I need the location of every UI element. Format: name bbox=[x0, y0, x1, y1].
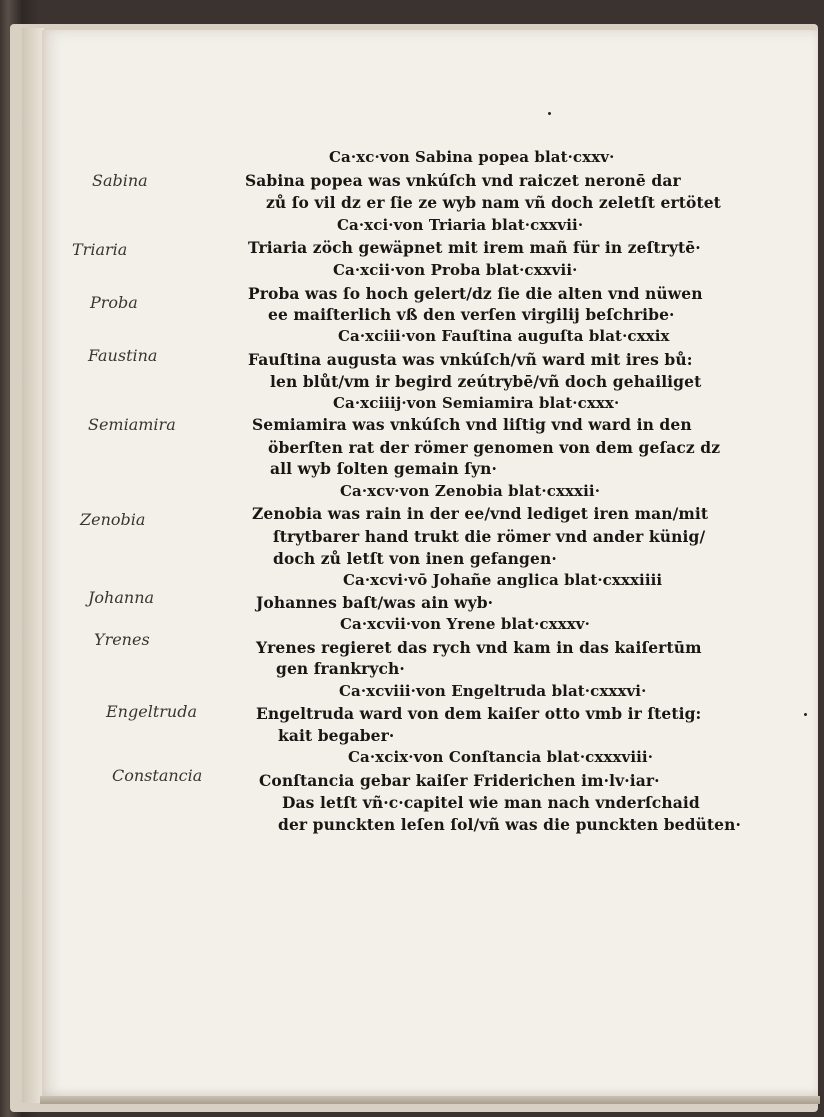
text-line: Conſtancia gebar kaiſer Friderichen im·lv·iar· bbox=[259, 771, 660, 790]
chapter-heading-engeltruda: Ca·xcviii·von Engeltruda blat·cxxxvi· bbox=[339, 682, 647, 700]
chapter-heading-yrenes: Ca·xcvii·von Yrene blat·cxxxv· bbox=[340, 615, 590, 633]
text-line: ſtrytbarer hand trukt die römer vnd ander künig/ bbox=[273, 527, 706, 546]
text-line: Proba was ſo hoch gelert/dz ſie die alten vnd nüwen bbox=[248, 284, 703, 303]
chapter-heading-zenobia: Ca·xcv·von Zenobia blat·cxxxii· bbox=[340, 482, 601, 500]
text-line: der punckten leſen ſol/vñ was die punckten bedüten· bbox=[278, 815, 742, 834]
text-line: Johannes baſt/was ain wyb· bbox=[256, 593, 494, 612]
paper-speck bbox=[804, 713, 807, 716]
margin-note-faustina: Faustina bbox=[88, 346, 158, 365]
page-gutter bbox=[22, 28, 44, 1103]
chapter-heading-semiamira: Ca·xciiij·von Semiamira blat·cxxx· bbox=[333, 394, 620, 412]
text-line: Fauſtina augusta was vnkúſch/vñ ward mit ires bů: bbox=[248, 350, 693, 369]
chapter-heading-proba: Ca·xcii·von Proba blat·cxxvii· bbox=[333, 261, 578, 279]
margin-note-zenobia: Zenobia bbox=[80, 510, 146, 529]
margin-note-yrenes: Yrenes bbox=[94, 630, 150, 649]
margin-note-proba: Proba bbox=[90, 293, 138, 312]
chapter-heading-faustina: Ca·xciii·von Fauſtina auguſta blat·cxxix bbox=[338, 327, 670, 345]
page-bottom-edge bbox=[40, 1096, 820, 1104]
text-line: öberſten rat der römer genomen von dem geſacz dz bbox=[268, 438, 721, 457]
text-line: Sabina popea was vnkúſch vnd raiczet neronē dar bbox=[245, 171, 681, 190]
text-line: ee maiſterlich vß den verſen virgilij beſchribe· bbox=[268, 305, 675, 324]
text-line: Das letſt vñ·c·capitel wie man nach vnderſchaid bbox=[282, 793, 700, 812]
text-line: len blůt/vm ir begird zeútrybē/vñ doch gehailiget bbox=[270, 372, 702, 391]
margin-note-johanna: Johanna bbox=[88, 588, 155, 607]
margin-note-engeltruda: Engeltruda bbox=[106, 702, 197, 721]
text-line: Semiamira was vnkúſch vnd liſtig vnd ward in den bbox=[252, 415, 692, 434]
margin-note-triaria: Triaria bbox=[72, 240, 128, 259]
text-line: Triaria zöch gewäpnet mit irem mañ für in zeſtrytē· bbox=[248, 238, 701, 257]
text-line: Zenobia was rain in der ee/vnd lediget iren man/mit bbox=[252, 504, 709, 523]
chapter-heading-sabina: Ca·xc·von Sabina popea blat·cxxv· bbox=[329, 148, 615, 166]
text-line: Yrenes regieret das rych vnd kam in das kaiſertūm bbox=[256, 638, 702, 657]
text-line: gen frankrych· bbox=[276, 659, 405, 678]
text-line: kait begaber· bbox=[278, 726, 395, 745]
text-line: all wyb ſolten gemain ſyn· bbox=[270, 459, 498, 478]
text-line: zů ſo vil dz er ſie ze wyb nam vñ doch zeletſt ertötet bbox=[266, 193, 721, 212]
margin-note-sabina: Sabina bbox=[92, 171, 148, 190]
chapter-heading-johanna: Ca·xcvi·vō Johañe anglica blat·cxxxiiii bbox=[343, 571, 663, 589]
text-line: Engeltruda ward von dem kaiſer otto vmb ir ſtetig: bbox=[256, 704, 702, 723]
paper-speck bbox=[548, 112, 551, 115]
margin-note-constancia: Constancia bbox=[112, 766, 203, 785]
margin-note-semiamira: Semiamira bbox=[88, 415, 176, 434]
chapter-heading-constancia: Ca·xcix·von Conſtancia blat·cxxxviii· bbox=[348, 748, 654, 766]
chapter-heading-triaria: Ca·xci·von Triaria blat·cxxvii· bbox=[337, 216, 584, 234]
text-line: doch zů letſt von inen gefangen· bbox=[273, 549, 557, 568]
